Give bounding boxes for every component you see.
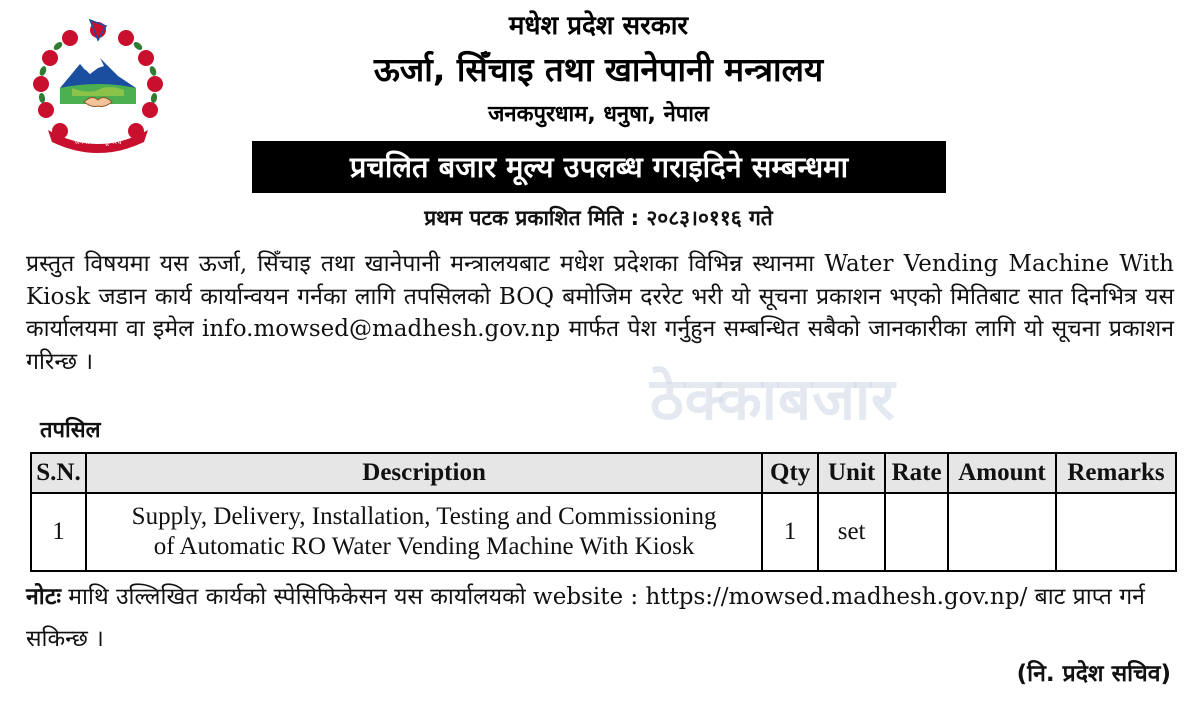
- notice-body: प्रस्तुत विषयमा यस ऊर्जा, सिँचाइ तथा खानेपानी मन्त्रालयबाट मधेश प्रदेशका विभिन्न स्थानमा Water Vending Machine With Kiosk जडान कार्य कार्यान्वयन गर्नका लागि तपसिलको BOQ बमोजिम दररेट भरी यो सूचना प्रकाशन भएको मितिबाट सात दिनभित्र यस कार्यालयमा वा इमेल info.mowsed@madhesh.gov.np मार्फत पेश गर्नुहुन सम्बन्धित सबैको जानकारीका लागि यो सूचना प्रकाशन गरिन्छ ।: [26, 251, 1174, 375]
- watermark: ठेक्काबजार: [650, 365, 896, 433]
- cell-remarks: [1056, 493, 1176, 571]
- cell-description: [86, 493, 762, 571]
- note: [26, 576, 1176, 660]
- header-remarks: Remarks: [1056, 453, 1176, 493]
- cell-qty: 1: [762, 493, 818, 571]
- header-qty: Qty: [762, 453, 818, 493]
- publication-date: प्रथम पटक प्रकाशित मिति : २०८३।०११६ गते: [424, 206, 773, 230]
- table-header-row: [31, 453, 1176, 493]
- state-government-title: मधेश प्रदेश सरकार: [508, 11, 689, 41]
- description-line-2: of Automatic RO Water Vending Machine With Kiosk: [153, 533, 695, 560]
- description-line-1: Supply, Delivery, Installation, Testing and Commissioning: [131, 503, 717, 530]
- svg-text:जननी जन्मभूमिश्च: जननी जन्मभूमिश्च: [74, 138, 122, 146]
- note-label: नोटः: [26, 584, 61, 610]
- header-sn: S.N.: [31, 453, 86, 493]
- schedule-label: तपसिल: [40, 418, 101, 443]
- header-unit: Unit: [818, 453, 885, 493]
- header-amount: Amount: [948, 453, 1056, 493]
- header-description: Description: [86, 453, 762, 493]
- notice-subject-banner: प्रचलित बजार मूल्य उपलब्ध गराइदिने सम्बन्धमा: [252, 141, 946, 193]
- cell-unit: set: [818, 493, 885, 571]
- office-address: जनकपुरधाम, धनुषा, नेपाल: [488, 102, 709, 127]
- header-rate: Rate: [885, 453, 948, 493]
- table-row: [31, 493, 1176, 571]
- signature-designation: (नि. प्रदेश सचिव): [1016, 661, 1171, 687]
- cell-amount: [948, 493, 1056, 571]
- cell-sn: 1: [31, 493, 86, 571]
- boq-table: [30, 452, 1177, 572]
- cell-rate: [885, 493, 948, 571]
- note-text: माथि उल्लिखित कार्यको स्पेसिफिकेसन यस कार्यालयको website : https://mowsed.madhesh.gov.np/ बाट प्राप्त गर्न सकिन्छ ।: [26, 584, 1145, 652]
- ministry-title: ऊर्जा, सिँचाइ तथा खानेपानी मन्त्रालय: [373, 50, 824, 89]
